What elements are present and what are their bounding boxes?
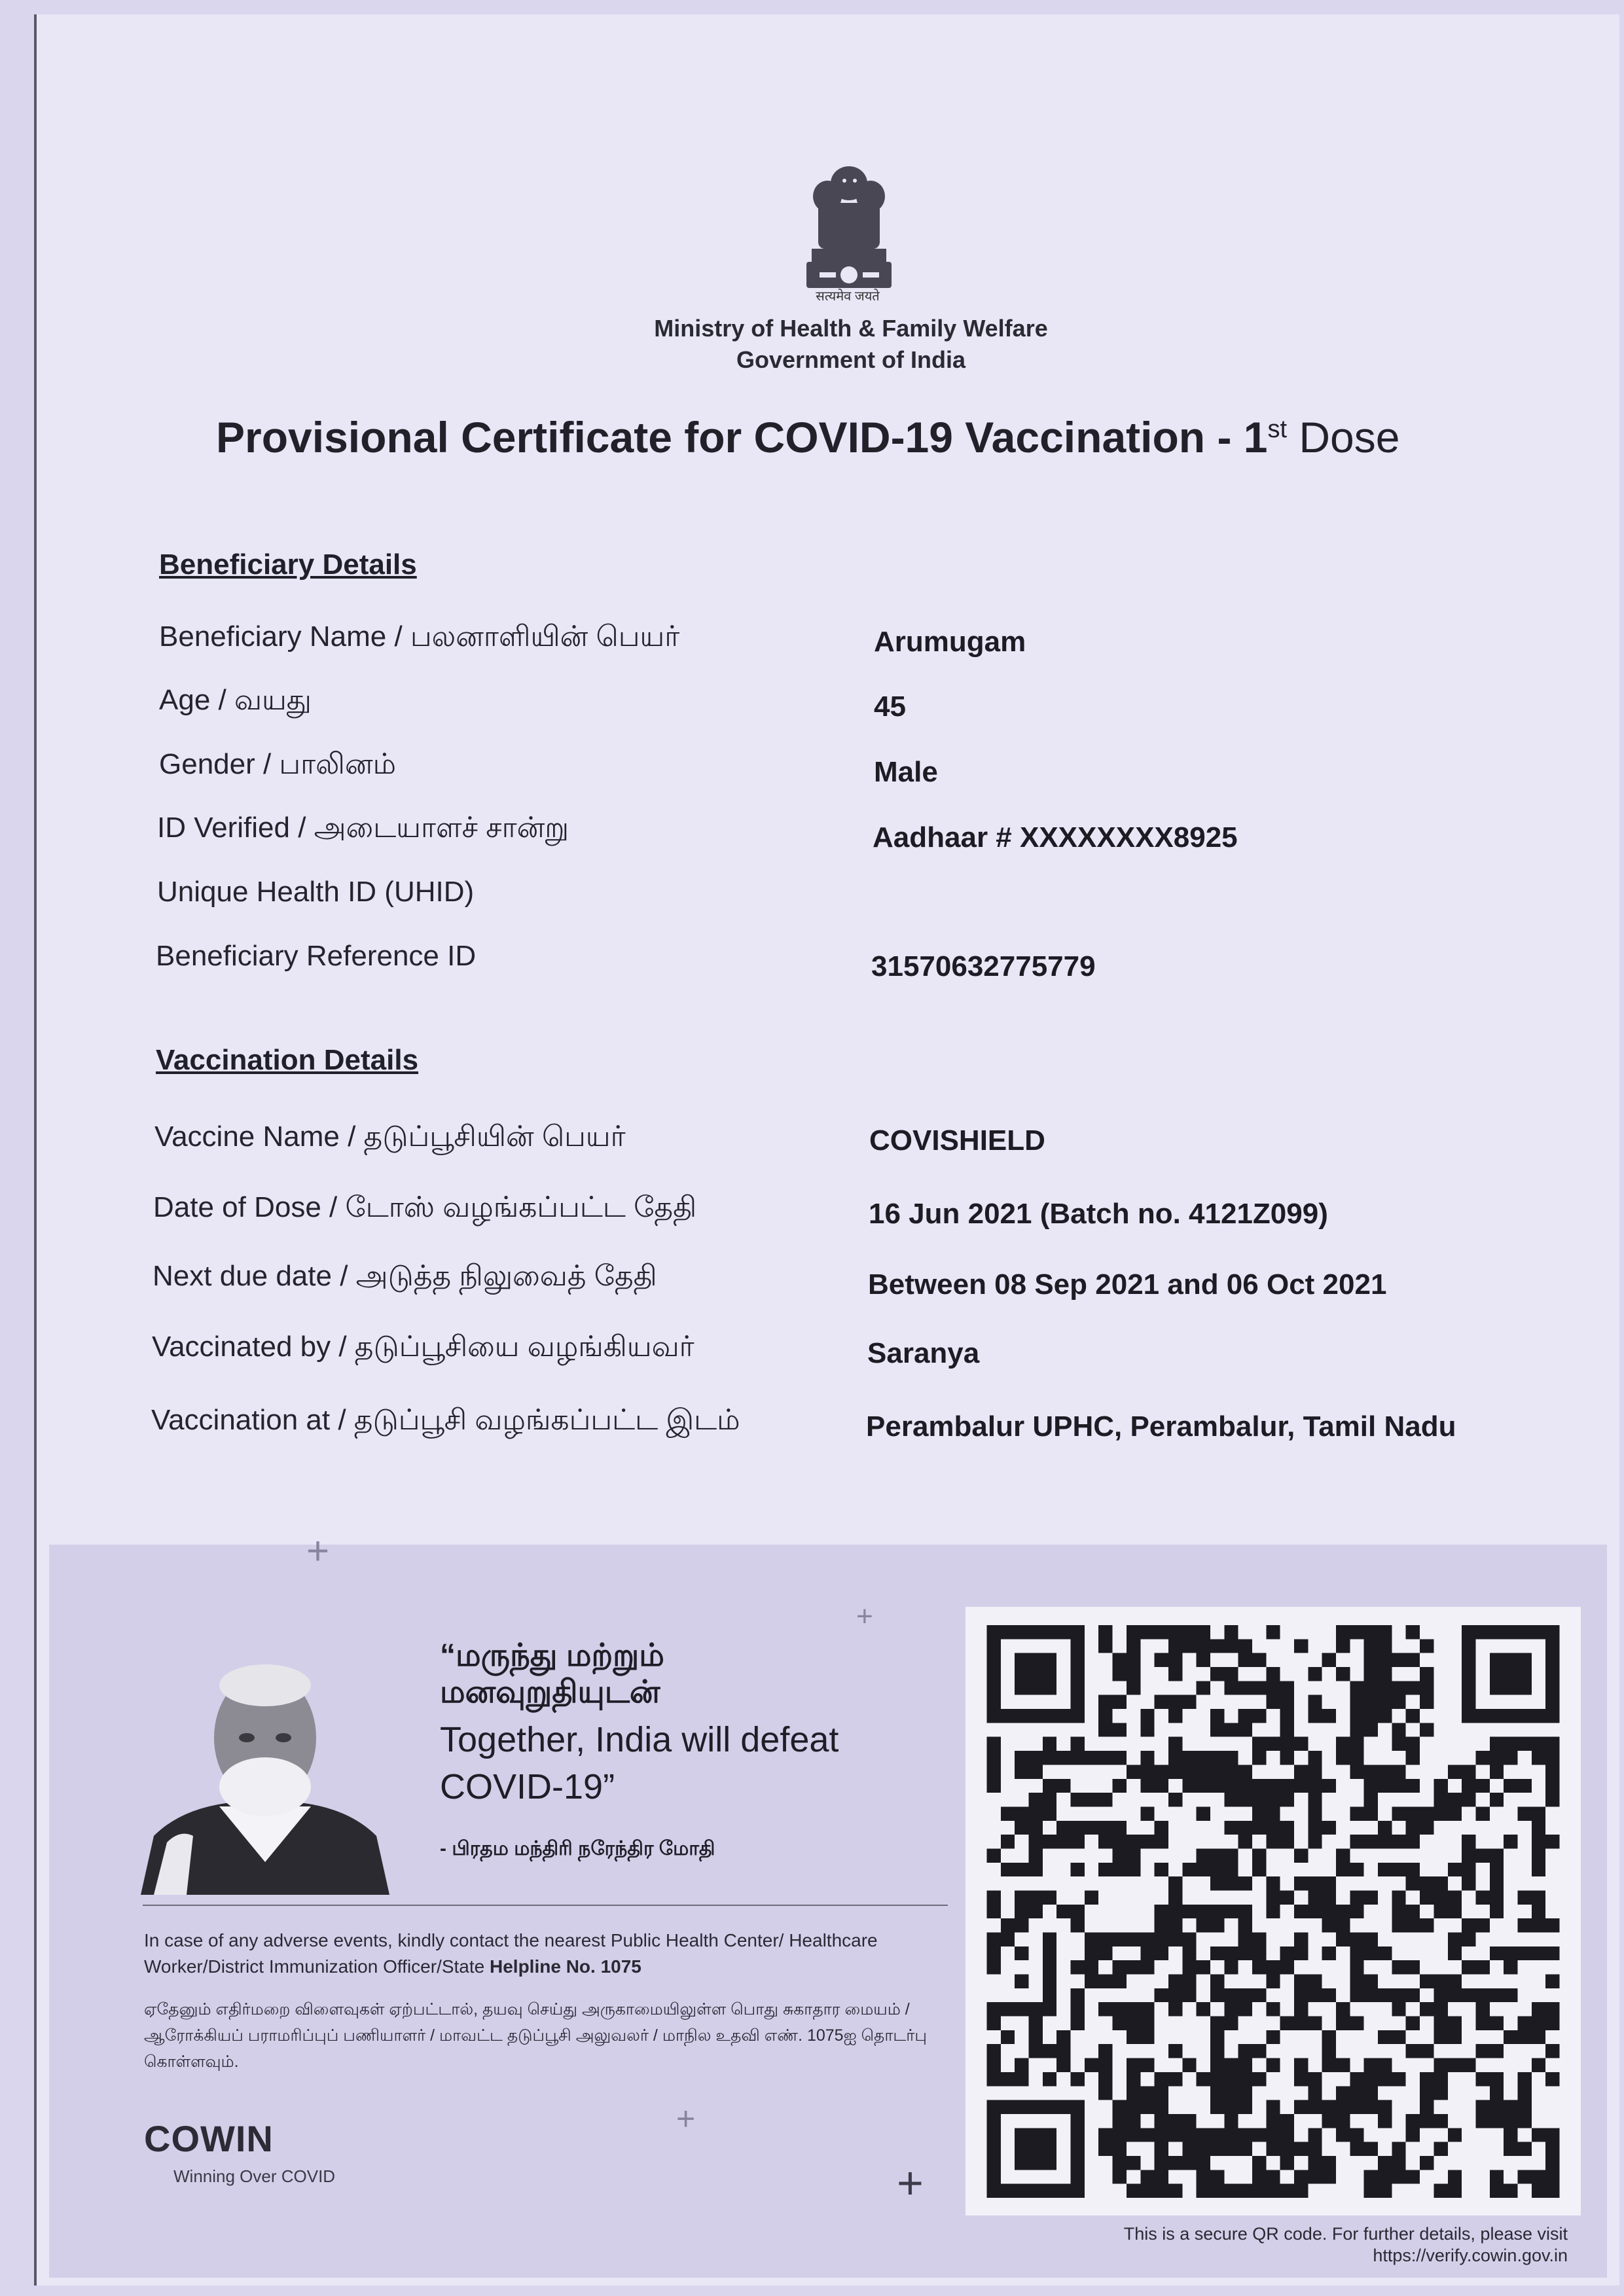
government-line: Government of India bbox=[736, 346, 966, 373]
title-ordinal: st bbox=[1267, 416, 1288, 443]
age-value: 45 bbox=[874, 691, 906, 723]
gender-value: Male bbox=[874, 756, 938, 788]
next-due-date-label: Next due date / அடுத்த நிலுவைத் தேதி bbox=[153, 1260, 657, 1292]
certificate-title bbox=[216, 412, 1525, 462]
vaccinated-by-value: Saranya bbox=[867, 1337, 980, 1369]
ministry-line: Ministry of Health & Family Welfare bbox=[654, 315, 1048, 342]
helpline-number: Helpline No. 1075 bbox=[490, 1956, 641, 1977]
reference-id-value: 31570632775779 bbox=[871, 950, 1096, 982]
qr-note-text: This is a secure QR code. For further details, please visit bbox=[1123, 2224, 1568, 2244]
adverse-events-notice-tamil: ஏதேனும் எதிர்மறை விளைவுகள் ஏற்பட்டால், தயவு செய்து அருகாமையிலுள்ள பொது சுகாதார மையம் / ஆரோக்கியப் பராமரிப்புப் பணியாளர் / மாவட்ட தடுப்பூசி அலுவலர் / மாநில உதவி எண். 1075ஐ தொடர்பு கொள்ளவும். bbox=[144, 2000, 927, 2071]
next-due-date-value: Between 08 Sep 2021 and 06 Oct 2021 bbox=[868, 1268, 1387, 1300]
beneficiary-name-value: Arumugam bbox=[874, 626, 1026, 658]
age-label: Age / வயது bbox=[159, 684, 312, 716]
footer-divider bbox=[143, 1905, 948, 1906]
vaccine-name-value: COVISHIELD bbox=[869, 1124, 1045, 1157]
verify-link[interactable]: https://verify.cowin.gov.in bbox=[1373, 2246, 1568, 2265]
vaccination-details-heading: Vaccination Details bbox=[156, 1044, 419, 1076]
adverse-events-notice bbox=[144, 1928, 969, 1980]
quote-english-line: Together, India will defeat bbox=[440, 1720, 839, 1759]
title-main: Provisional Certificate for COVID-19 Vaccination - 1 bbox=[216, 413, 1268, 461]
prime-minister-photo bbox=[141, 1646, 389, 1895]
vaccinated-by-label: Vaccinated by / தடுப்பூசியை வழங்கியவர் bbox=[152, 1331, 695, 1363]
cowin-logo: COWIN bbox=[144, 2118, 274, 2159]
qr-finder-center bbox=[1015, 1653, 1056, 1695]
beneficiary-details-heading: Beneficiary Details bbox=[159, 548, 417, 581]
quote-tamil-line: “மருந்து மற்றும் bbox=[440, 1638, 664, 1673]
vaccination-at-value: Perambalur UPHC, Perambalur, Tamil Nadu bbox=[866, 1410, 1456, 1443]
vaccine-name-label: Vaccine Name / தடுப்பூசியின் பெயர் bbox=[154, 1121, 626, 1153]
emblem-motto: सत्यमेव जयते bbox=[816, 289, 880, 304]
quote-tamil bbox=[440, 1638, 664, 1711]
uhid-label: Unique Health ID (UHID) bbox=[157, 876, 475, 908]
gender-label: Gender / பாலினம் bbox=[159, 748, 397, 780]
title-dose: Dose bbox=[1287, 413, 1400, 461]
id-verified-value: Aadhaar # XXXXXXXX8925 bbox=[873, 821, 1238, 853]
reference-id-label: Beneficiary Reference ID bbox=[156, 940, 477, 972]
quote-attribution: - பிரதம மந்திரி நரேந்திர மோதி bbox=[440, 1838, 715, 1859]
id-verified-label: ID Verified / அடையாளச் சான்று bbox=[157, 812, 569, 844]
qr-finder-center bbox=[1015, 2128, 1056, 2170]
quote-english-line: COVID-19” bbox=[440, 1767, 615, 1806]
ministry-heading bbox=[589, 313, 1113, 376]
adverse-events-text: In case of any adverse events, kindly contact the nearest Public Health Center/ Healthcare Worker/District Immunization Officer/State bbox=[144, 1930, 878, 1977]
state-emblem-icon bbox=[800, 157, 898, 308]
date-of-dose-label: Date of Dose / டோஸ் வழங்கப்பட்ட தேதி bbox=[153, 1191, 697, 1223]
qr-code-box bbox=[965, 1607, 1581, 2215]
qr-finder-center bbox=[1490, 1653, 1532, 1695]
cowin-tagline: Winning Over COVID bbox=[173, 2166, 336, 2186]
quote-tamil-line: மனவுறுதியுடன் bbox=[440, 1675, 660, 1710]
vaccination-at-label: Vaccination at / தடுப்பூசி வழங்கப்பட்ட இடம் bbox=[151, 1404, 740, 1436]
plus-decor-icon: + bbox=[856, 1600, 873, 1632]
qr-code-icon bbox=[985, 1625, 1561, 2198]
qr-note bbox=[913, 2223, 1568, 2267]
date-of-dose-value: 16 Jun 2021 (Batch no. 4121Z099) bbox=[869, 1198, 1328, 1230]
quote-english bbox=[440, 1716, 839, 1810]
beneficiary-name-label: Beneficiary Name / பலனாளியின் பெயர் bbox=[159, 620, 680, 653]
plus-decor-icon: + bbox=[897, 2157, 924, 2208]
plus-decor-icon: + bbox=[306, 1529, 330, 1573]
plus-decor-icon: + bbox=[676, 2100, 696, 2137]
